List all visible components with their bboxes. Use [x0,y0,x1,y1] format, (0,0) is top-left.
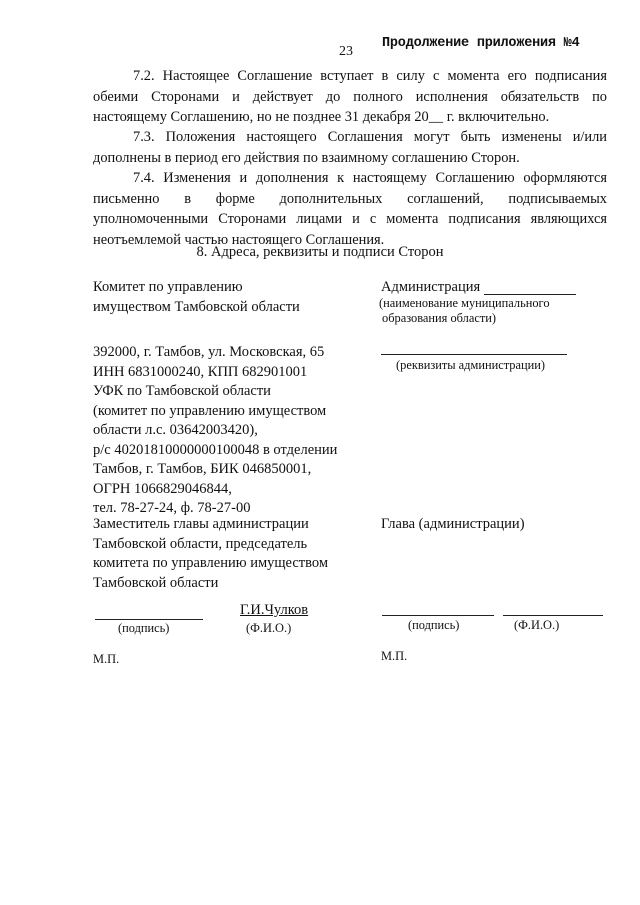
left-seal-mark: М.П. [93,652,120,666]
clause-line: 7.4. Изменения и дополнения к настоящему Соглашению оформляются [133,170,607,186]
right-signature-label: (подпись) [408,618,460,632]
page-number: 23 [339,44,353,59]
clause-line: 7.2. Настоящее Соглашение вступает в силу с момента его подписания [133,68,607,84]
clause-7-2 [93,66,607,128]
left-party-position: Заместитель главы администрации Тамбовской области, председатель комитета по управлению имуществом Тамбовской области [93,516,329,591]
right-party-position: Глава (администрации) [381,516,525,532]
section-title: 8. Адреса, реквизиты и подписи Сторон [196,244,444,260]
clause-line: дополнены в период его действия по взаимному соглашению Сторон. [93,149,520,166]
left-party-name: Комитет по управлению имуществом Тамбовской области [93,279,300,315]
left-signatory-name: Г.И.Чулков [240,602,309,618]
clause-line: настоящему Соглашению, но не позднее 31 декабря 20__ г. включительно. [93,109,550,125]
right-party-name-hint: (наименование муниципального образования области) [379,296,550,325]
clause-7-4 [93,168,607,250]
left-signature-line [95,619,203,620]
left-name-label: (Ф.И.О.) [246,621,292,635]
appendix-continuation-title: Продолжение приложения №4 [382,36,580,51]
right-party-requisites-hint: (реквизиты администрации) [396,358,546,372]
right-party-requisites-blank [381,354,567,355]
right-party-name-blank [484,294,576,295]
right-signature-line [382,615,494,616]
left-party-requisites: 392000, г. Тамбов, ул. Московская, 65 ИНН 6831000240, КПП 682901001 УФК по Тамбовской области (комитет по управлению имуществом области л.с. 03642003420), р/с 40201810000000100048 в отделении Тамбов, г. Тамбов, БИК 046850001, ОГРН 1066829046844, тел. 78-27-24, ф. 78-27-00 [93,344,338,516]
clause-7-3 [93,127,607,168]
left-signature-label: (подпись) [118,621,170,635]
clause-line: 7.3. Положения настоящего Соглашения могут быть изменены и/или [133,129,607,145]
clause-line: обеими Сторонами и действует до полного исполнения обязательств по [93,88,607,105]
right-party-name: Администрация [381,279,481,295]
clause-line: неотъемлемой частью настоящего Соглашения. [93,231,385,248]
right-name-label: (Ф.И.О.) [514,618,560,632]
right-seal-mark: М.П. [381,649,408,663]
clause-line: письменно в форме дополнительных соглашений, подписываемых [93,190,607,207]
clause-line: уполномоченными Сторонами лицами и с момента подписания являющихся [93,211,607,227]
right-name-line [503,615,603,616]
